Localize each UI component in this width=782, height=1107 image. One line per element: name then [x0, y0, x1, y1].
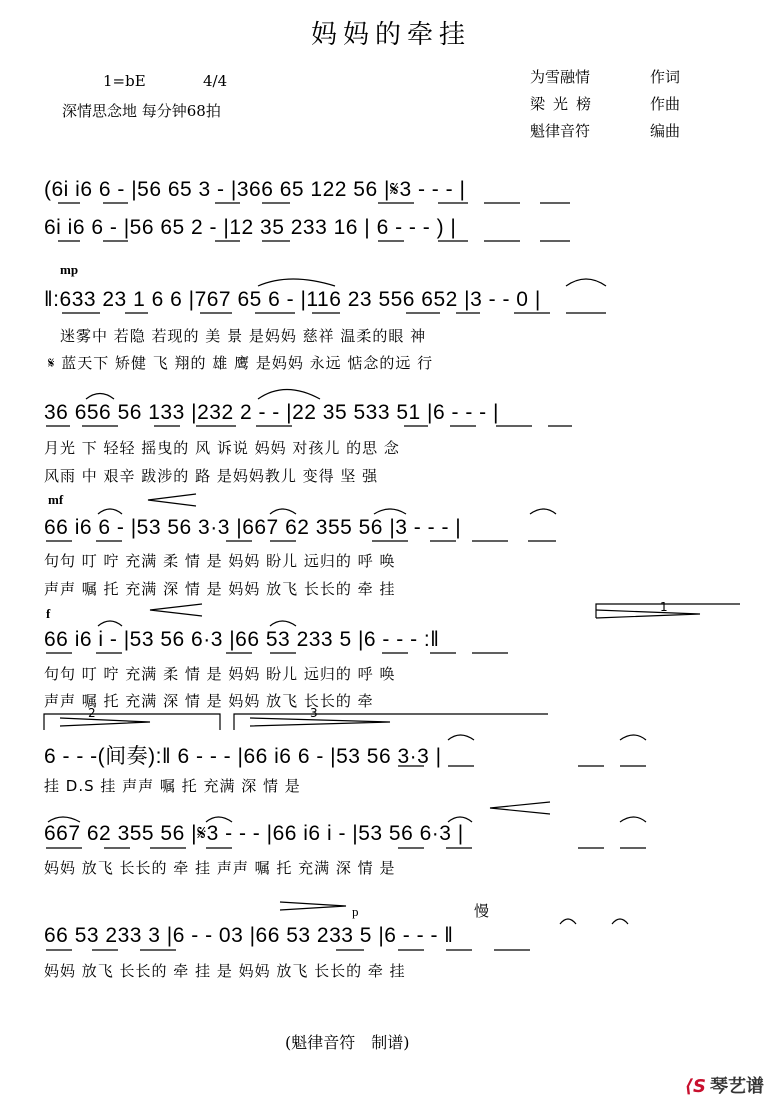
notation-row-1: (6i i6 6 - |56 65 3 - |366 65 122 56 |𝄋3 - - - |	[44, 178, 466, 201]
lyrics-row-5-verse-1: 句句 叮 咛 充满 柔 情 是 妈妈 盼儿 远归的 呼 唤	[44, 552, 396, 570]
slur-arc	[98, 509, 122, 514]
tempo-slow-marking: 慢	[474, 902, 491, 920]
slur-arc	[620, 817, 646, 822]
notation-row-8: 667 62 355 56 |𝄋3 - - - |66 i6 i - |53 56 6·3 |	[44, 822, 464, 845]
dynamic-mf: mf	[48, 492, 64, 507]
lyrics-row-6-verse-1: 句句 叮 咛 充满 柔 情 是 妈妈 盼儿 远归的 呼 唤	[44, 665, 396, 683]
slur-arc	[620, 735, 646, 740]
decrescendo-hairpin	[280, 902, 346, 910]
key-signature: 1=bE	[103, 72, 146, 90]
lyrics-row-9: 妈妈 放飞 长长的 牵 挂 是 妈妈 放飞 长长的 牵 挂	[44, 962, 406, 980]
volta-bracket	[234, 714, 548, 730]
crescendo-hairpin	[150, 604, 202, 616]
slur-arc	[86, 394, 114, 400]
notation-row-6: 66 i6 i - |53 56 6·3 |66 53 233 5 |6 - - - :‖	[44, 628, 440, 651]
lyrics-row-4-verse-2: 风雨 中 艰辛 跋涉的 路 是妈妈教儿 变得 坚 强	[44, 467, 379, 485]
volta-bracket	[44, 714, 220, 730]
fermata	[560, 919, 576, 924]
watermark-text: 琴艺谱	[710, 1076, 764, 1097]
credit-arranger-role: 编曲	[650, 122, 681, 140]
crescendo-hairpin	[490, 802, 550, 814]
slur-arc	[566, 279, 606, 286]
notation-row-3: ‖:633 23 1 6 6 |767 65 6 - |116 23 556 652 |3 - - 0 |	[44, 288, 541, 311]
credit-arranger-name: 魁律音符	[530, 122, 591, 140]
lyrics-row-6-verse-2: 声声 嘱 托 充满 深 情 是 妈妈 放飞 长长的 牵	[44, 692, 374, 710]
volta-2-label: 2	[88, 706, 96, 720]
song-title: 妈妈的牵挂	[310, 20, 471, 50]
slur-arc	[530, 509, 556, 514]
notation-row-5: 66 i6 6 - |53 56 3·3 |667 62 355 56 |3 - - - |	[44, 516, 462, 539]
slur-arc	[270, 509, 296, 514]
dynamic-f: f	[46, 606, 51, 621]
slur-arc	[448, 817, 472, 822]
credit-composer-name: 梁光榜	[530, 95, 600, 113]
slur-arc	[270, 621, 296, 626]
decrescendo-hairpin	[250, 718, 390, 726]
credit-lyricist-role: 作词	[650, 68, 681, 86]
slur-arc	[374, 509, 406, 514]
crescendo-hairpin	[148, 494, 196, 506]
notation-row-7: 6 - - -(间奏):‖ 6 - - - |66 i6 6 - |53 56 3·3 |	[44, 745, 442, 768]
notation-row-2: 6i i6 6 - |56 65 2 - |12 35 233 16 | 6 - - - ) |	[44, 216, 457, 239]
lyrics-row-7: 挂 D.S 挂 声声 嘱 托 充满 深 情 是	[44, 777, 301, 795]
slur-arc	[98, 621, 122, 626]
slur-arc	[258, 390, 320, 400]
decrescendo-hairpin	[596, 610, 700, 618]
notation-row-4: 36 656 56 133 |232 2 - - |22 35 533 51 |6 - - - |	[44, 401, 499, 424]
credit-lyricist-name: 为雪融情	[530, 68, 591, 86]
slur-arc	[448, 735, 474, 740]
fermata	[612, 919, 628, 924]
credit-composer-role: 作曲	[650, 95, 681, 113]
volta-1-label: 1	[660, 600, 668, 614]
lyrics-row-3-verse-2: 𝄋 蓝天下 矫健 飞 翔的 雄 鹰 是妈妈 永远 惦念的远 行	[48, 354, 434, 372]
dynamic-mp: mp	[60, 262, 79, 277]
footer-credit: (魁律音符 制谱)	[285, 1033, 410, 1052]
lyrics-row-4-verse-1: 月光 下 轻轻 摇曳的 风 诉说 妈妈 对孩儿 的思 念	[44, 439, 400, 457]
time-signature: 4/4	[203, 72, 228, 90]
lyrics-row-8: 妈妈 放飞 长长的 牵 挂 声声 嘱 托 充满 深 情 是	[44, 859, 396, 877]
lyrics-row-5-verse-2: 声声 嘱 托 充满 深 情 是 妈妈 放飞 长长的 牵 挂	[44, 580, 396, 598]
dynamic-p: p	[352, 904, 359, 919]
slur-arc	[206, 817, 232, 822]
expression-marking: 深情思念地 每分钟68拍	[62, 102, 221, 120]
volta-3-label: 3	[310, 706, 318, 720]
slur-arc	[258, 279, 335, 286]
slur-arc	[48, 817, 80, 822]
decrescendo-hairpin	[60, 718, 150, 726]
logo-icon: ⟨S	[684, 1076, 706, 1097]
lyrics-row-3-verse-1: 迷雾中 若隐 若现的 美 景 是妈妈 慈祥 温柔的眼 神	[60, 327, 427, 345]
notation-row-9: 66 53 233 3 |6 - - 03 |66 53 233 5 |6 - - - ‖	[44, 924, 454, 947]
